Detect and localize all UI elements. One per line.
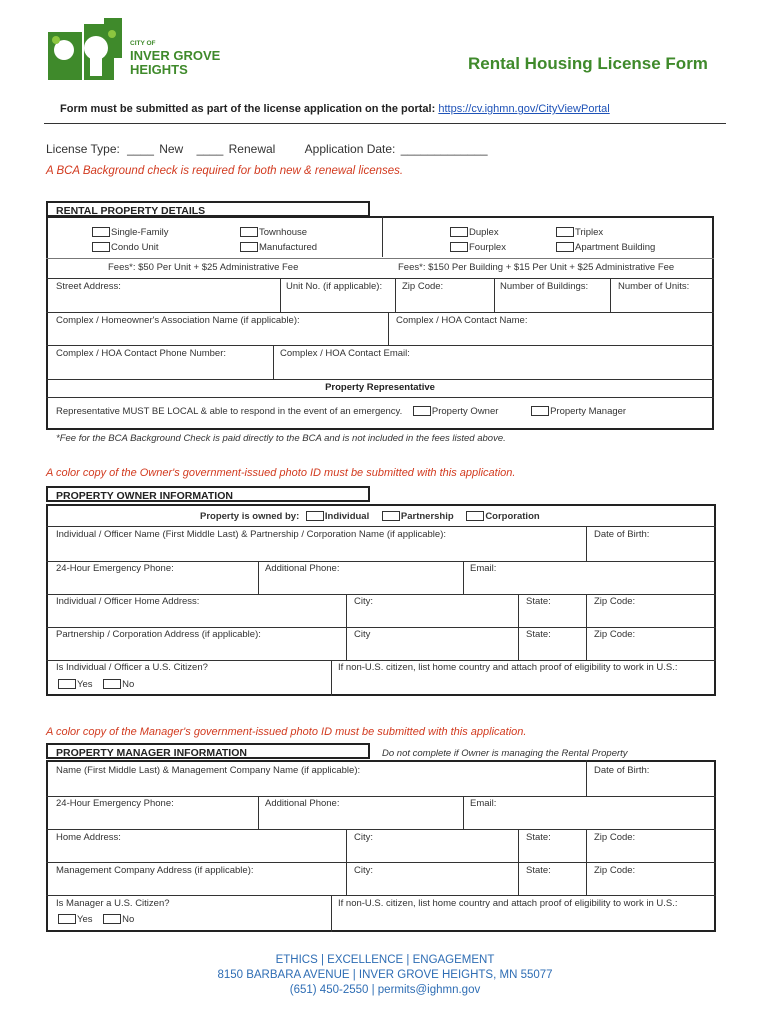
condo-checkbox[interactable] [92,242,110,252]
owner-col-divider-7 [331,660,332,696]
manager-email-field[interactable]: Email: [470,798,497,809]
triplex-label: Triplex [575,227,604,238]
application-date-label: Application Date: [304,142,396,156]
rep-manager-checkbox[interactable] [531,406,549,416]
bca-note: A BCA Background check is required for both new & renewal licenses. [46,165,404,177]
street-address-field[interactable]: Street Address: [56,281,121,292]
owner-name-field[interactable]: Individual / Officer Name (First Middle Last) & Partnership / Corporation Name (if applicable): [56,529,447,540]
triplex-checkbox[interactable] [556,227,574,237]
owned-by-label: Property is owned by: [200,511,300,522]
owner-city2-field[interactable]: City [354,629,371,640]
rental-col-divider-4 [610,278,611,312]
logo-line1: CITY OF [130,40,156,47]
fourplex-checkbox[interactable] [450,242,468,252]
contact-email-field[interactable]: Complex / HOA Contact Email: [280,348,410,359]
manager-row-divider-3 [46,862,716,863]
apartment-checkbox[interactable] [556,242,574,252]
type-single-family[interactable] [92,227,169,238]
owner-citizen-options [58,679,134,690]
individual-label: Individual [324,511,370,522]
manager-no-checkbox[interactable] [103,914,121,924]
rental-row-divider-4 [46,379,714,380]
townhouse-label: Townhouse [259,227,308,238]
owner-no-label: No [122,679,135,690]
rental-row-divider-1 [46,278,714,279]
manager-row-divider-1 [46,796,716,797]
manager-name-field[interactable]: Name (First Middle Last) & Management Company Name (if applicable): [56,765,361,776]
submit-text: Form must be submitted as part of the license application on the portal: [60,103,436,115]
owner-col-divider-1 [586,526,587,561]
form-title: Rental Housing License Form [468,54,708,73]
manager-section-tab: PROPERTY MANAGER INFORMATION [46,743,370,759]
fee-footnote: *Fee for the BCA Background Check is paid directly to the BCA and is not included in the fees listed above. [56,433,506,444]
rental-section-tab: RENTAL PROPERTY DETAILS [46,201,370,217]
footer-motto: ETHICS | EXCELLENCE | ENGAGEMENT [275,954,495,966]
fourplex-label: Fourplex [469,242,506,253]
rental-col-divider-2 [395,278,396,312]
manager-citizen-options [58,914,134,925]
manager-id-note: A color copy of the Manager's government-issued photo ID must be submitted with this application. [46,726,527,738]
manager-phone-field[interactable]: 24-Hour Emergency Phone: [56,798,174,809]
type-fourplex[interactable] [450,242,506,253]
footer-contact: (651) 450-2550 | permits@ighmn.gov [289,984,481,996]
partnership-checkbox[interactable] [382,511,400,521]
contact-name-field[interactable]: Complex / HOA Contact Name: [396,315,528,326]
owner-row-divider-1 [46,526,716,527]
manager-no-label: No [122,914,135,925]
city-logo [46,18,221,84]
buildings-field[interactable]: Number of Buildings: [500,281,589,292]
type-townhouse[interactable] [240,227,307,238]
manager-city1-field[interactable]: City: [354,832,373,843]
complex-name-field[interactable]: Complex / Homeowner's Association Name (if applicable): [56,315,300,326]
zip-field[interactable]: Zip Code: [402,281,444,292]
single-family-label: Single-Family [111,227,169,238]
partnership-label: Partnership [400,511,454,522]
manager-col-divider-1 [586,760,587,796]
rental-col-divider-3 [494,278,495,312]
units-field[interactable]: Number of Units: [618,281,690,292]
fee-right: Fees*: $150 Per Building + $15 Per Unit + $25 Administrative Fee [398,262,675,273]
logo-line2: INVER GROVE [130,48,221,63]
unit-field[interactable]: Unit No. (if applicable): [286,281,383,292]
license-type-label: License Type: [46,142,120,156]
application-date-blank[interactable]: _____________ [400,142,488,156]
manager-citizen-question: Is Manager a U.S. Citizen? [56,898,170,909]
manager-yes-checkbox[interactable] [58,914,76,924]
rental-row-divider-2 [46,312,714,313]
manager-col-divider-3 [463,796,464,829]
owner-state1-field[interactable]: State: [526,596,551,607]
manager-home-address-field[interactable]: Home Address: [56,832,121,843]
owner-add-phone-field[interactable]: Additional Phone: [265,563,340,574]
rental-dotted-line [46,258,714,259]
rental-row-divider-3 [46,345,714,346]
manager-col-divider-2 [258,796,259,829]
duplex-label: Duplex [469,227,499,238]
new-blank[interactable]: ____ [127,142,154,156]
condo-label: Condo Unit [111,242,159,253]
manager-noncitizen-field[interactable]: If non-U.S. citizen, list home country and attach proof of eligibility to work in U.S.: [338,898,678,909]
owner-zip1-field[interactable]: Zip Code: [594,596,636,607]
owner-noncitizen-field[interactable]: If non-U.S. citizen, list home country and attach proof of eligibility to work in U.S.: [338,662,678,673]
manager-row-divider-2 [46,829,716,830]
rental-col-divider-6 [273,345,274,379]
rental-type-divider [382,216,383,257]
logo-line3: HEIGHTS [130,62,188,77]
owner-corp-address-field[interactable]: Partnership / Corporation Address (if applicable): [56,629,261,640]
single-family-checkbox[interactable] [92,227,110,237]
header-divider [44,123,726,124]
rental-col-divider-5 [388,312,389,345]
footer-address: 8150 BARBARA AVENUE | INVER GROVE HEIGHTS, MN 55077 [217,969,553,981]
manager-city2-field[interactable]: City: [354,865,373,876]
owner-row-divider-5 [46,660,716,661]
rep-owner-checkbox[interactable] [413,406,431,416]
renewal-blank[interactable]: ____ [196,142,224,156]
owner-citizen-question: Is Individual / Officer a U.S. Citizen? [56,662,208,673]
owner-row-divider-3 [46,594,716,595]
owner-section-tab: PROPERTY OWNER INFORMATION [46,486,370,502]
manager-dob-field[interactable]: Date of Birth: [594,765,650,776]
owner-col-divider-2 [258,561,259,594]
individual-checkbox[interactable] [306,511,324,521]
license-type-row [46,142,488,156]
duplex-checkbox[interactable] [450,227,468,237]
owner-home-address-field[interactable]: Individual / Officer Home Address: [56,596,200,607]
representative-text: Representative MUST BE LOCAL & able to respond in the event of an emergency. [56,406,403,417]
contact-phone-field[interactable]: Complex / HOA Contact Phone Number: [56,348,227,359]
property-representative-header: Property Representative [325,382,435,393]
type-apartment[interactable] [556,242,655,253]
type-triplex[interactable] [556,227,603,238]
fee-left: Fees*: $50 Per Unit + $25 Administrative Fee [108,262,299,273]
manager-add-phone-field[interactable]: Additional Phone: [265,798,340,809]
manager-zip1-field[interactable]: Zip Code: [594,832,636,843]
owner-row-divider-2 [46,561,716,562]
manager-state2-field[interactable]: State: [526,865,551,876]
manager-state1-field[interactable]: State: [526,832,551,843]
owner-yes-label: Yes [77,679,93,690]
manager-yes-label: Yes [77,914,93,925]
portal-link[interactable]: https://cv.ighmn.gov/CityViewPortal [438,103,610,115]
representative-row [56,406,626,417]
owner-yes-checkbox[interactable] [58,679,76,689]
owner-state2-field[interactable]: State: [526,629,551,640]
manager-zip2-field[interactable]: Zip Code: [594,865,636,876]
corporation-label: Corporation [485,511,540,522]
corporation-checkbox[interactable] [466,511,484,521]
townhouse-checkbox[interactable] [240,227,258,237]
type-condo[interactable] [92,242,159,253]
apartment-label: Apartment Building [575,242,656,253]
owner-no-checkbox[interactable] [103,679,121,689]
renewal-label: Renewal [228,142,276,156]
owner-zip2-field[interactable]: Zip Code: [594,629,636,640]
owned-by-row [200,511,540,522]
owner-id-note: A color copy of the Owner's government-issued photo ID must be submitted with this application. [46,467,516,479]
owner-city1-field[interactable]: City: [354,596,373,607]
rep-manager-label: Property Manager [550,406,627,417]
manufactured-label: Manufactured [259,242,318,253]
rep-owner-label: Property Owner [431,406,499,417]
owner-phone-field[interactable]: 24-Hour Emergency Phone: [56,563,174,574]
submit-instructions [60,103,610,115]
owner-col-divider-3 [463,561,464,594]
rental-col-divider-1 [280,278,281,312]
owner-dob-field[interactable]: Date of Birth: [594,529,650,540]
type-manufactured[interactable] [240,242,317,253]
new-label: New [159,142,184,156]
manager-co-address-field[interactable]: Management Company Address (if applicable): [56,865,254,876]
owner-email-field[interactable]: Email: [470,563,497,574]
manager-row-divider-4 [46,895,716,896]
rental-row-divider-5 [46,397,714,398]
manager-col-divider-7 [331,895,332,932]
type-duplex[interactable] [450,227,499,238]
manager-not-complete-note: Do not complete if Owner is managing the Rental Property [382,748,628,759]
manufactured-checkbox[interactable] [240,242,258,252]
owner-row-divider-4 [46,627,716,628]
